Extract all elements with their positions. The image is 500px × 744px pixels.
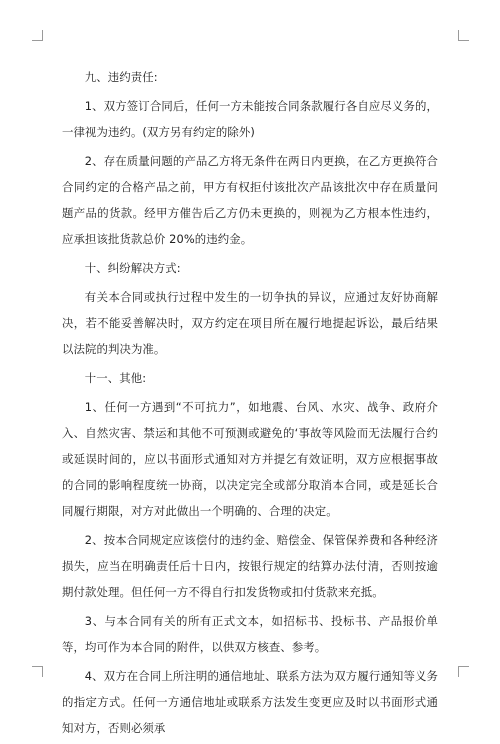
paragraph-breach-1: 1、双方签订合同后，任何一方未能按合同条款履行各自应尽义务的，一律视为违约。(双方另有约定的除外) [62, 99, 438, 139]
paragraph-other-1: 1、任何一方遇到“不可抗力”，如地震、台风、水灾、战争、政府介入、自然灾害、禁运和其他不可预测或避免的‘事故等风险而无法履行合约或延误时间的，应以书面形式通知对方并提乞有效证明，双方应根据事故的合同的影响程度统一协商，以决定完全或部分取消本合同，或是延长合同履行期限，对方对此做出一个明确的、合理的决定。 [62, 400, 438, 518]
paragraph-other-3: 3、与本合同有关的所有正式文本，如招标书、投标书、产品报价单等，均可作为本合同的附件，以供双方核查、参考。 [62, 614, 438, 654]
document-body [62, 64, 438, 744]
crop-mark-top-right [458, 30, 469, 41]
section-heading-other: 十一、其他: [84, 371, 147, 385]
crop-mark-top-left [32, 30, 43, 41]
paragraph-other-2: 2、按本合同规定应该偿付的违约金、赔偿金、保管保养费和各种经济损失，应当在明确责任后十日内，按银行规定的结算办法付清，否则按逾期付款处理。但任何一方不得自行扣发货物或扣付货款来充抵。 [62, 533, 438, 599]
paragraph-breach-2: 2、存在质量问题的产品乙方将无条件在两日内更换，在乙方更换符合合同约定的合格产品之前，甲方有权拒付该批次产品该批次中存在质量问题产品的货款。经甲方催告后乙方仍未更换的，则视为乙方根本性违约，应承担该批货款总价 20%的违约金。 [62, 154, 438, 246]
paragraph-other-4: 4、双方在合同上所注明的通信地址、联系方法为双方履行通知等义务的指定方式。任何一方通信地址或联系方法发生变更应及时以书面形式通知对方，否则必须承 [62, 669, 438, 735]
section-heading-dispute: 十、纠纷解决方式: [84, 261, 181, 275]
crop-mark-bottom-left [32, 666, 43, 677]
crop-mark-bottom-right [458, 666, 469, 677]
section-heading-breach: 九、违约责任: [84, 70, 158, 84]
paragraph-dispute: 有关本合同或执行过程中发生的一切争执的异议，应通过友好协商解决，若不能妥善解决时，双方约定在项目所在履行地提起诉讼，最后结果以法院的判决为准。 [62, 290, 438, 356]
